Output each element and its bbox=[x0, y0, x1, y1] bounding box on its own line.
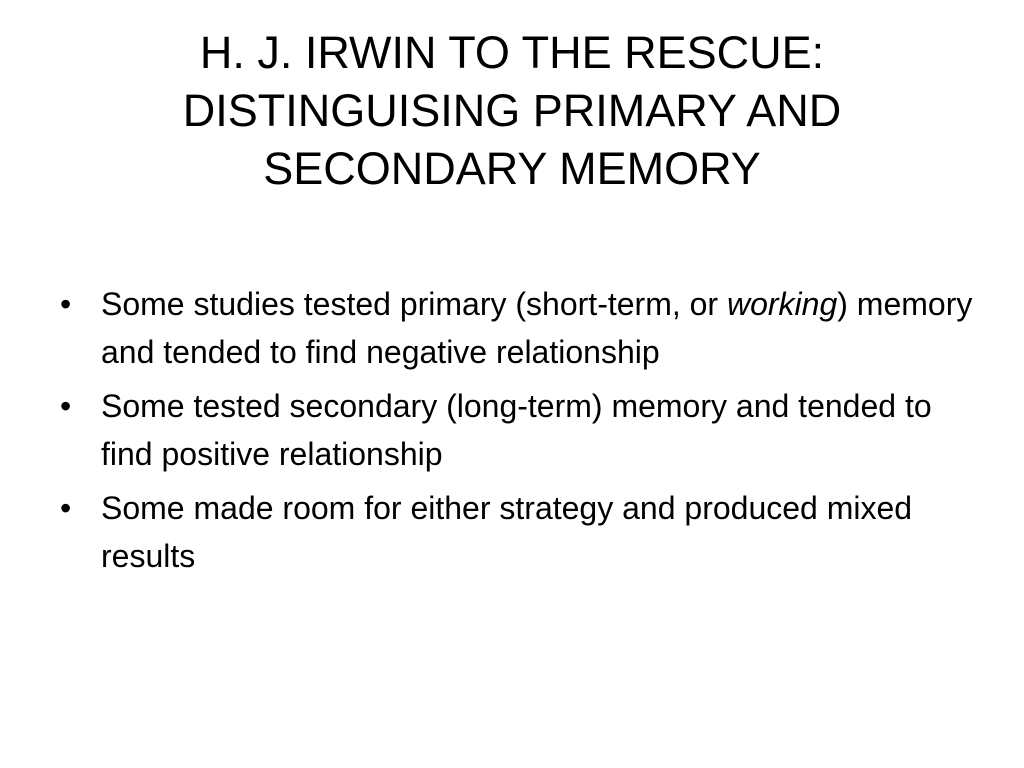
bullet-text-end: ) memory and tended to find negative relationship bbox=[101, 286, 973, 370]
bullet-text-start: Some studies tested primary (short-term, or bbox=[101, 286, 727, 322]
bullet-item bbox=[60, 382, 980, 478]
bullet-marker: • bbox=[60, 286, 72, 322]
bullet-text: Some made room for either strategy and produced mixed results bbox=[101, 490, 913, 574]
bullet-text: Some tested secondary (long-term) memory and tended to find positive relationship bbox=[101, 388, 932, 472]
bullet-item bbox=[60, 484, 980, 580]
bullet-marker: • bbox=[60, 490, 72, 526]
slide-title bbox=[40, 24, 984, 198]
bullet-marker: • bbox=[60, 388, 72, 424]
bullet-text-emphasis: working bbox=[726, 286, 838, 322]
bullet-list bbox=[60, 280, 980, 586]
title-line: H. J. IRWIN TO THE RESCUE: bbox=[199, 27, 825, 78]
bullet-item bbox=[60, 280, 980, 376]
title-line: SECONDARY MEMORY bbox=[263, 143, 761, 194]
title-line: DISTINGUISING PRIMARY AND bbox=[182, 85, 842, 136]
